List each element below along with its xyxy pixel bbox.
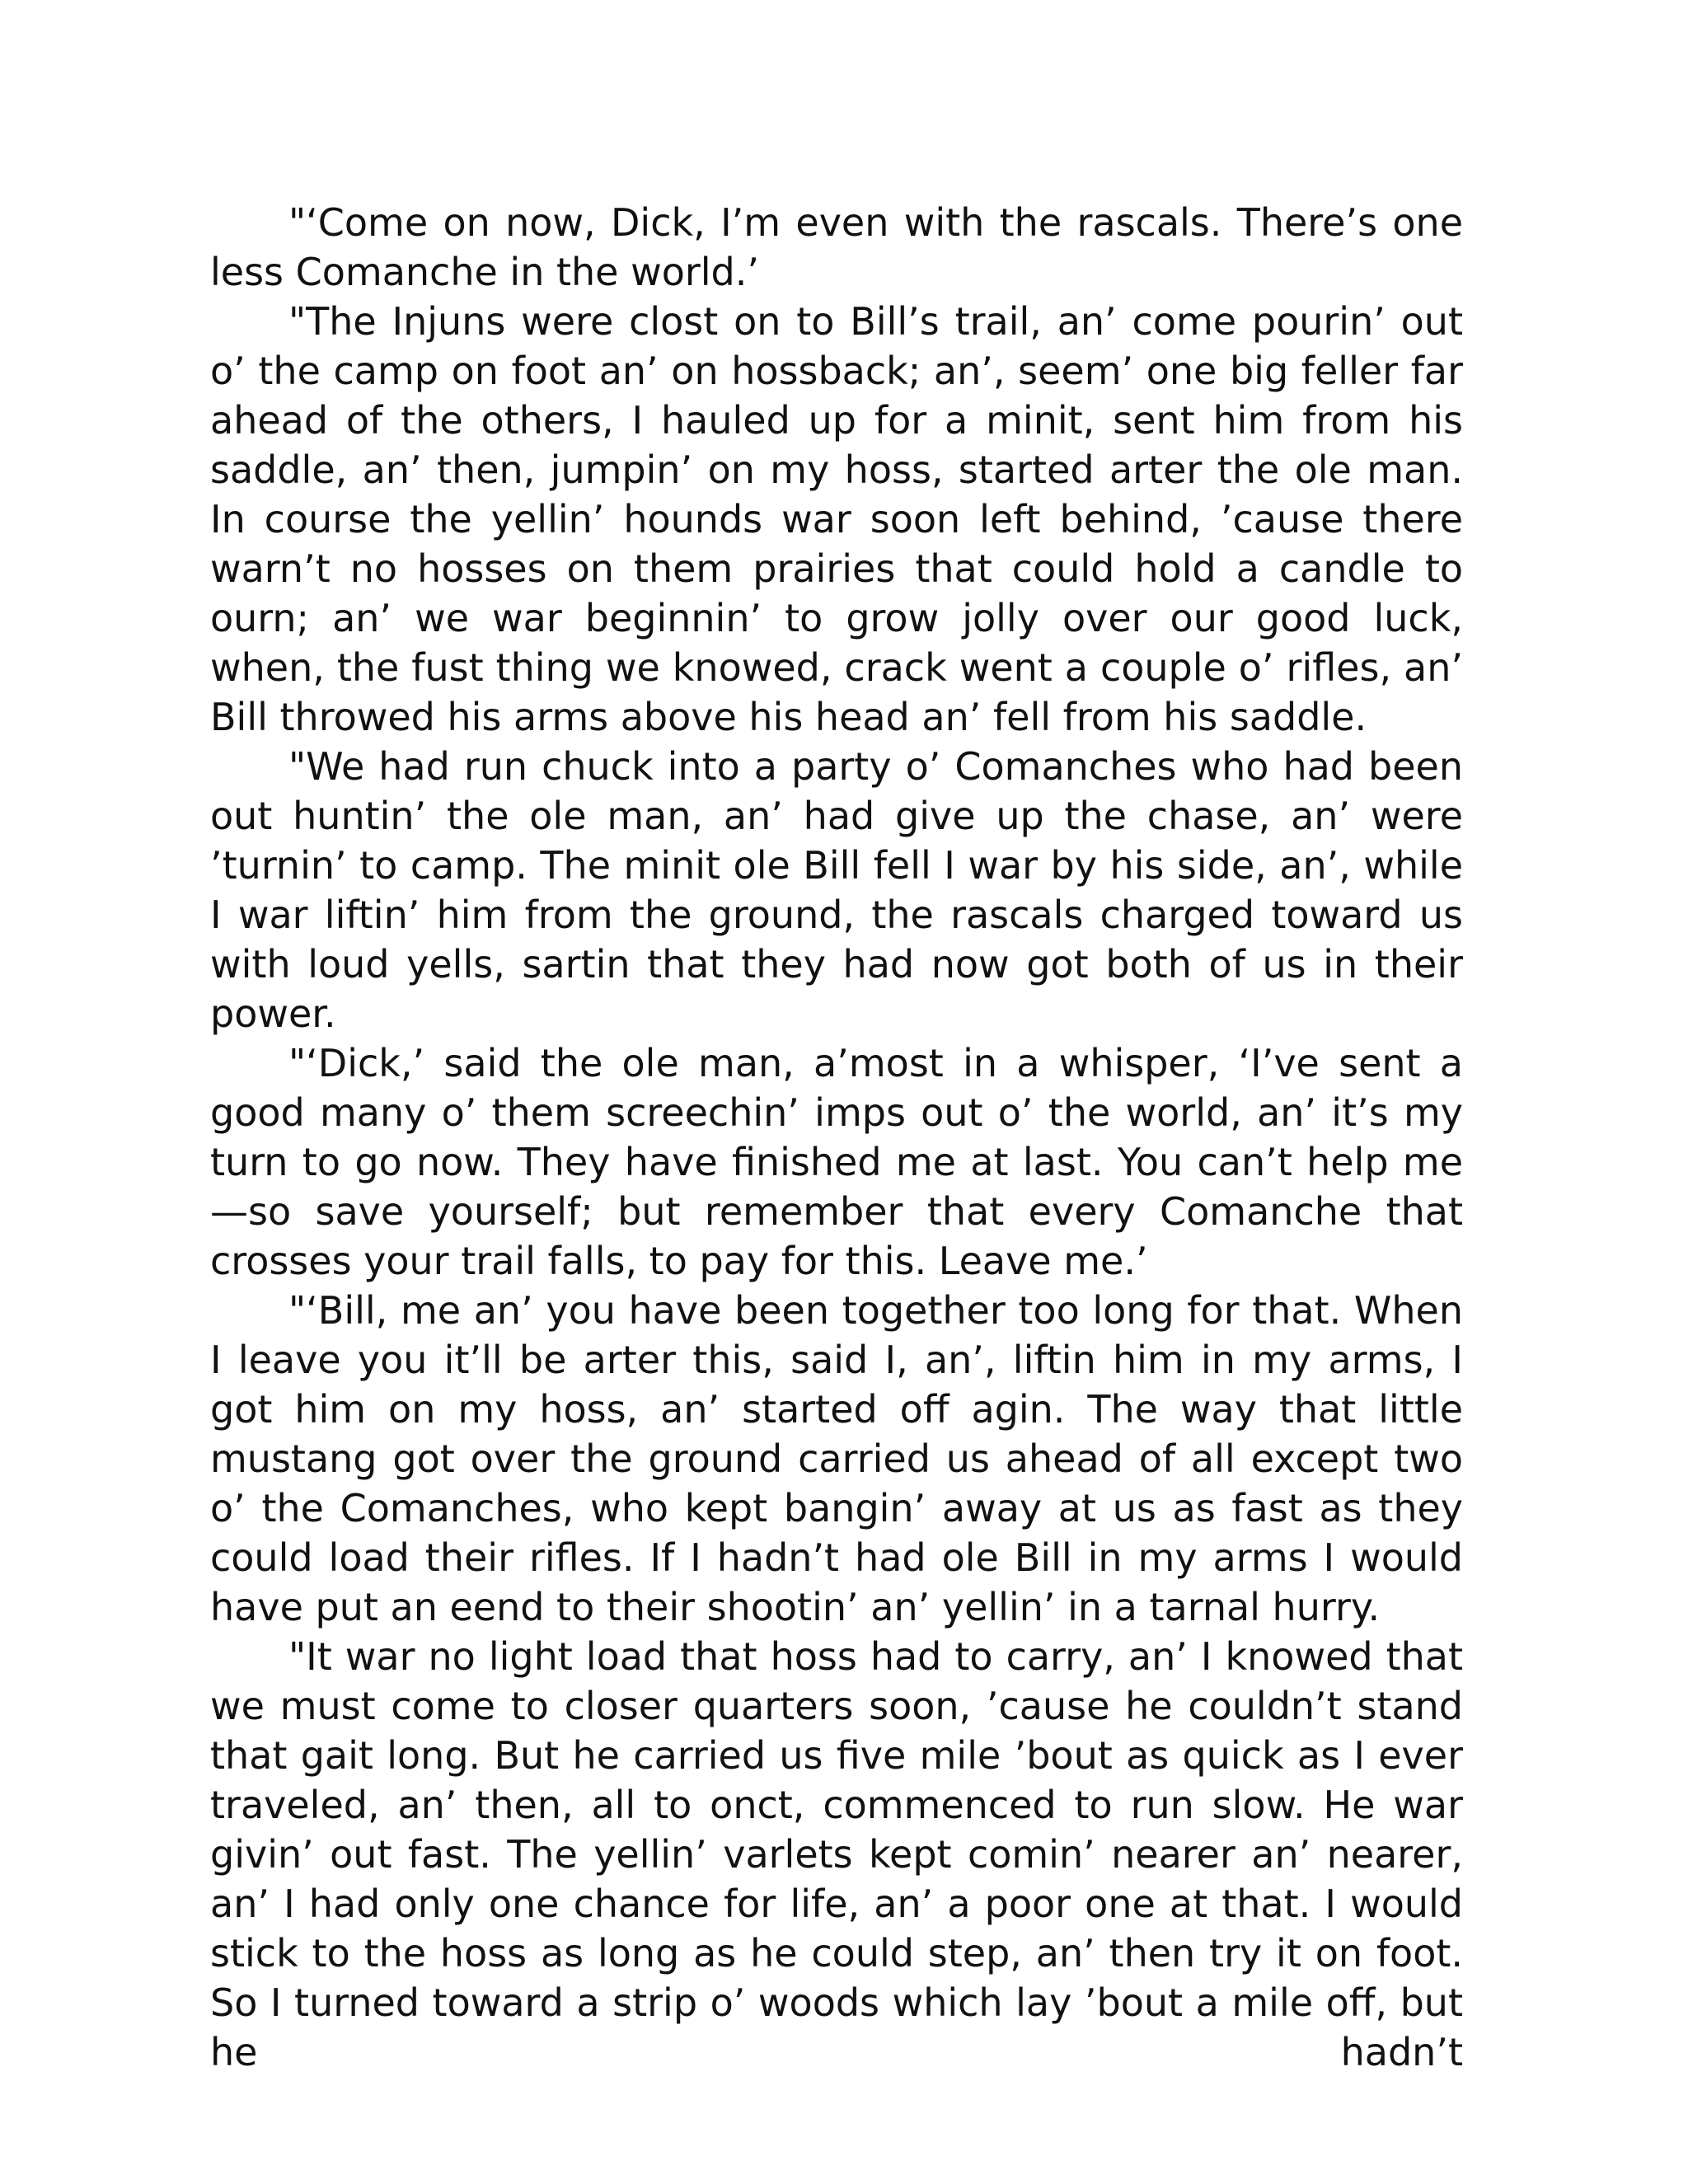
paragraph-3: "We had run chuck into a party o’ Comanches who had been out huntin’ the ole man, an’ had give up the chase, an’ were ’turnin’ to camp. The minit ole Bill fell I war by his side, an’, while I war liftin’ him from the ground, the rascals charged toward us with loud yells, sartin that they had now got both of us in their power. bbox=[210, 744, 1463, 1036]
paragraph-5: "‘Bill, me an’ you have been together too long for that. When I leave you it’ll be arter this, said I, an’, liftin him in my arms, I got him on my hoss, an’ started off agin. The way that little mustang got over the ground carried us ahead of all except two o’ the Comanches, who kept bangin’ away at us as fast as they could load their rifles. If I hadn’t had ole Bill in my arms I would have put an eend to their shootin’ an’ yellin’ in a tarnal hurry. bbox=[210, 1288, 1463, 1629]
paragraph-6: "It war no light load that hoss had to carry, an’ I knowed that we must come to closer quarters soon, ’cause he couldn’t stand that gait long. But he carried us five mile ’bout as quick as I ever traveled, an’ then, all to onct, commenced to run slow. He war givin’ out fast. The yellin’ varlets kept comin’ nearer an’ nearer, an’ I had only one chance for life, an’ a poor one at that. I would stick to the hoss as long as he could step, an’ then try it on foot. So I turned toward a strip o’ woods which lay ’bout a mile off, but he hadn’t bbox=[210, 1634, 1463, 2074]
paragraph-2: "The Injuns were clost on to Bill’s trail, an’ come pourin’ out o’ the camp on foot an’ on hossback; an’, seem’ one big feller far ahead of the others, I hauled up for a minit, sent him from his saddle, an’ then, jumpin’ on my hoss, started arter the ole man. In course the yellin’ hounds war soon left behind, ’cause there warn’t no hosses on them prairies that could hold a candle to ourn; an’ we war beginnin’ to grow jolly over our good luck, when, the fust thing we knowed, crack went a couple o’ rifles, an’ Bill throwed his arms above his head an’ fell from his saddle. bbox=[210, 299, 1463, 739]
paragraph-1: "‘Come on now, Dick, I’m even with the rascals. There’s one less Comanche in the world.’ bbox=[210, 200, 1463, 294]
paragraph-4: "‘Dick,’ said the ole man, a’most in a whisper, ‘I’ve sent a good many o’ them screechin’ imps out o’ the world, an’ it’s my turn to go now. They have finished me at last. You can’t help me—so save yourself; but remember that every Comanche that crosses your trail falls, to pay for this. Leave me.’ bbox=[210, 1041, 1463, 1283]
body-text bbox=[210, 198, 1463, 2077]
